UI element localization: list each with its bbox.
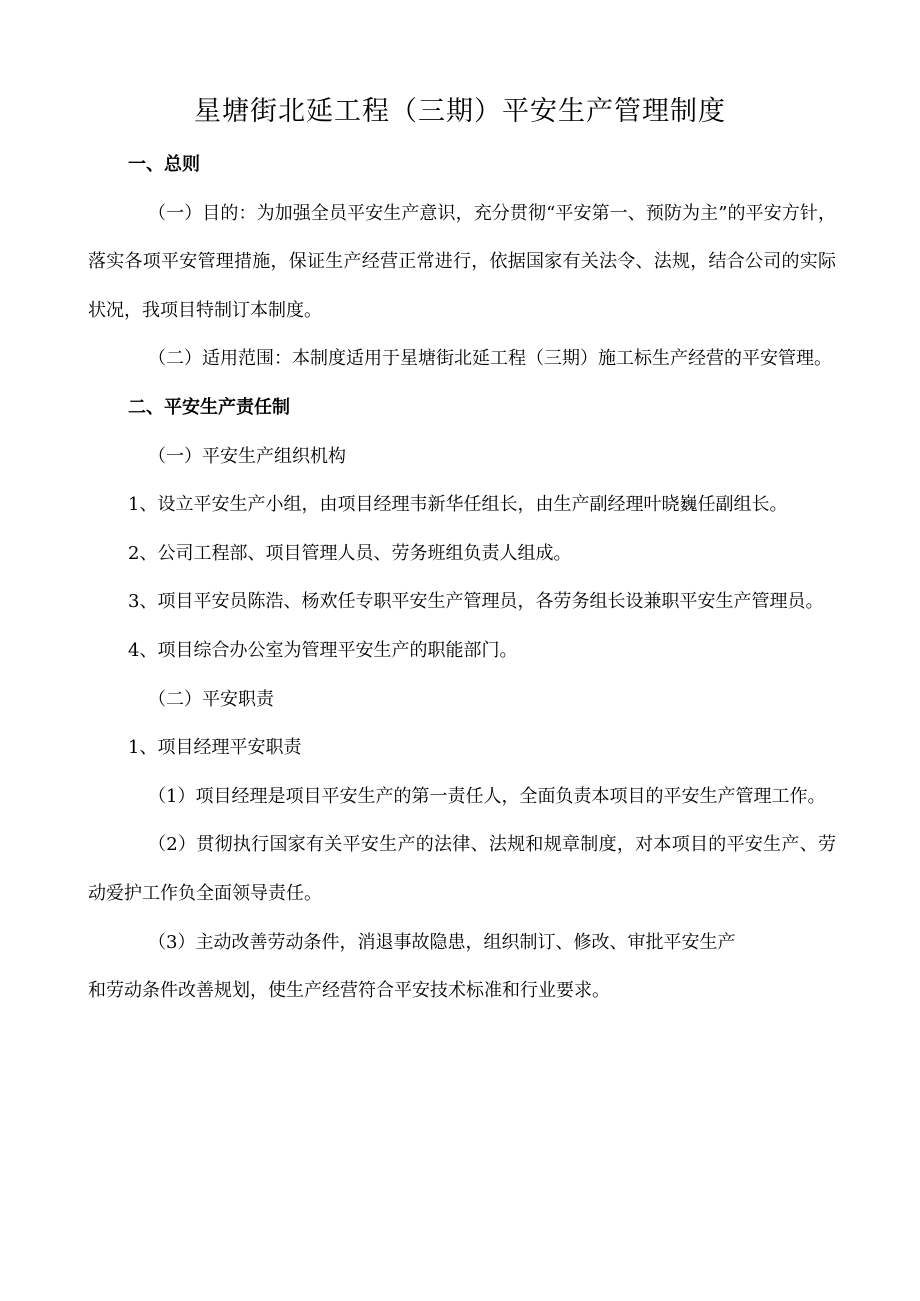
paragraph-org-2: 2、公司工程部、项目管理人员、劳务班组负责人组成。 xyxy=(128,542,572,564)
subheading-duties: （二）平安职责 xyxy=(148,688,274,710)
paragraph-duty-3: （3）主动改善劳动条件，消退事故隐患，组织制订、修改、审批平安生产 xyxy=(148,931,736,953)
paragraph-org-4: 4、项目综合办公室为管理平安生产的职能部门。 xyxy=(128,639,518,661)
paragraph-duty-3-continued: 和劳动条件改善规划，使生产经营符合平安技术标准和行业要求。 xyxy=(88,980,610,1002)
section-heading-responsibility: 二、平安生产责任制 xyxy=(128,396,290,418)
paragraph-duty-1: （1）项目经理是项目平安生产的第一责任人，全面负责本项目的平安生产管理工作。 xyxy=(148,785,826,807)
section-heading-general: 一、总则 xyxy=(128,154,200,175)
paragraph-org-1: 1、设立平安生产小组，由项目经理韦新华任组长，由生产副经理叶晓巍任副组长。 xyxy=(128,494,788,516)
subheading-organization: （一）平安生产组织机构 xyxy=(148,445,346,467)
paragraph-duty-2: （2）贯彻执行国家有关平安生产的法律、法规和规章制度，对本项目的平安生产、劳动爱护工作负全面领导责任。 xyxy=(88,834,836,904)
paragraph-org-3: 3、项目平安员陈浩、杨欢任专职平安生产管理员，各劳务组长设兼职平安生产管理员。 xyxy=(128,591,824,613)
subheading-manager-duties: 1、项目经理平安职责 xyxy=(128,737,302,759)
document-title: 星塘街北延工程（三期）平安生产管理制度 xyxy=(194,96,726,127)
document-body xyxy=(88,141,836,1016)
paragraph-purpose: （一）目的：为加强全员平安生产意识，充分贯彻“平安第一、预防为主”的平安方针，落实各项平安管理措施，保证生产经营正常进行，依据国家有关法令、法规，结合公司的实际状况，我项目特制订本制度。 xyxy=(88,202,836,321)
paragraph-scope: （二）适用范围：本制度适用于星塘街北延工程（三期）施工标生产经营的平安管理。 xyxy=(148,348,832,370)
